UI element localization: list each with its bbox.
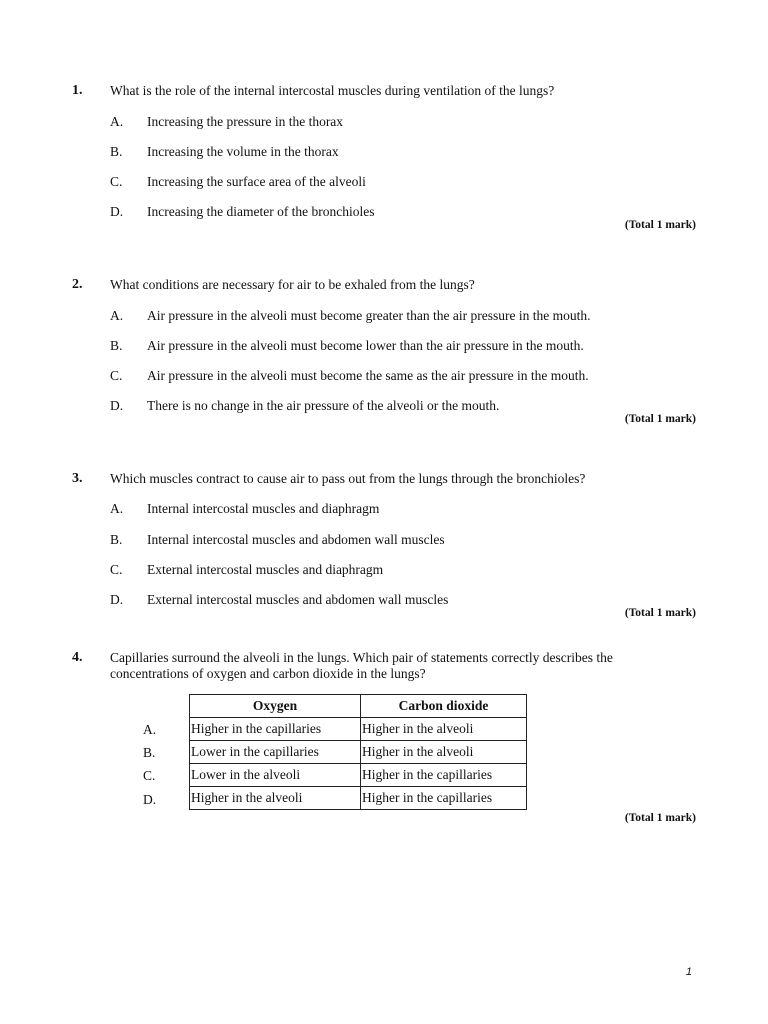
- option-text: There is no change in the air pressure of the alveoli or the mouth.: [147, 398, 500, 413]
- option-text: External intercostal muscles and abdomen wall muscles: [147, 592, 449, 607]
- header-carbon-dioxide: Carbon dioxide: [361, 695, 527, 718]
- question-number: 3.: [72, 471, 83, 486]
- table-row: [190, 741, 527, 764]
- option-text: Increasing the volume in the thorax: [147, 144, 339, 159]
- option-label: A.: [110, 114, 124, 129]
- cell-oxygen: Lower in the capillaries: [190, 741, 361, 764]
- option-label: B.: [110, 532, 123, 547]
- option-label: B.: [110, 144, 123, 159]
- total-mark: (Total 1 mark): [624, 413, 696, 425]
- total-mark: (Total 1 mark): [624, 812, 696, 824]
- cell-oxygen: Higher in the capillaries: [190, 718, 361, 741]
- option-label: C.: [110, 368, 123, 383]
- cell-carbon-dioxide: Higher in the capillaries: [361, 764, 527, 787]
- cell-carbon-dioxide: Higher in the capillaries: [361, 787, 527, 810]
- option-label: D.: [110, 204, 124, 219]
- row-label: B.: [143, 745, 156, 760]
- total-mark: (Total 1 mark): [624, 607, 696, 619]
- cell-carbon-dioxide: Higher in the alveoli: [361, 741, 527, 764]
- option-text: Air pressure in the alveoli must become lower than the air pressure in the mouth.: [147, 338, 584, 353]
- question-number: 1.: [72, 83, 83, 98]
- option-text: Internal intercostal muscles and abdomen wall muscles: [147, 532, 445, 547]
- option-text: Increasing the surface area of the alveoli: [147, 174, 366, 189]
- table-header-row: [190, 695, 527, 718]
- option-text: Air pressure in the alveoli must become greater than the air pressure in the mouth.: [147, 308, 591, 323]
- table-row: [190, 764, 527, 787]
- row-label: A.: [143, 722, 157, 737]
- question-text-line-2: concentrations of oxygen and carbon dioxide in the lungs?: [110, 666, 426, 681]
- cell-carbon-dioxide: Higher in the alveoli: [361, 718, 527, 741]
- page-number: 1: [685, 966, 692, 978]
- option-text: Increasing the diameter of the bronchioles: [147, 204, 375, 219]
- option-label: A.: [110, 501, 124, 516]
- option-label: A.: [110, 308, 124, 323]
- question-number: 4.: [72, 650, 83, 665]
- option-label: D.: [110, 592, 124, 607]
- table-row: [190, 787, 527, 810]
- question-text: Which muscles contract to cause air to pass out from the lungs through the bronchioles?: [110, 471, 586, 486]
- row-label: D.: [143, 792, 157, 807]
- option-label: C.: [110, 562, 123, 577]
- table-row: [190, 718, 527, 741]
- question-text: What is the role of the internal intercostal muscles during ventilation of the lungs?: [110, 83, 555, 98]
- cell-oxygen: Lower in the alveoli: [190, 764, 361, 787]
- total-mark: (Total 1 mark): [624, 219, 696, 231]
- option-label: C.: [110, 174, 123, 189]
- question-text: [110, 650, 670, 682]
- option-text: Air pressure in the alveoli must become the same as the air pressure in the mouth.: [147, 368, 589, 383]
- question-number: 2.: [72, 277, 83, 292]
- option-text: External intercostal muscles and diaphragm: [147, 562, 384, 577]
- option-text: Internal intercostal muscles and diaphragm: [147, 501, 380, 516]
- option-label: D.: [110, 398, 124, 413]
- cell-oxygen: Higher in the alveoli: [190, 787, 361, 810]
- option-label: B.: [110, 338, 123, 353]
- question-text-line-1: Capillaries surround the alveoli in the lungs. Which pair of statements correctly describes the: [110, 650, 613, 665]
- option-text: Increasing the pressure in the thorax: [147, 114, 344, 129]
- header-oxygen: Oxygen: [190, 695, 361, 718]
- answer-table: [189, 694, 527, 810]
- question-text: What conditions are necessary for air to be exhaled from the lungs?: [110, 277, 475, 292]
- row-label: C.: [143, 768, 156, 783]
